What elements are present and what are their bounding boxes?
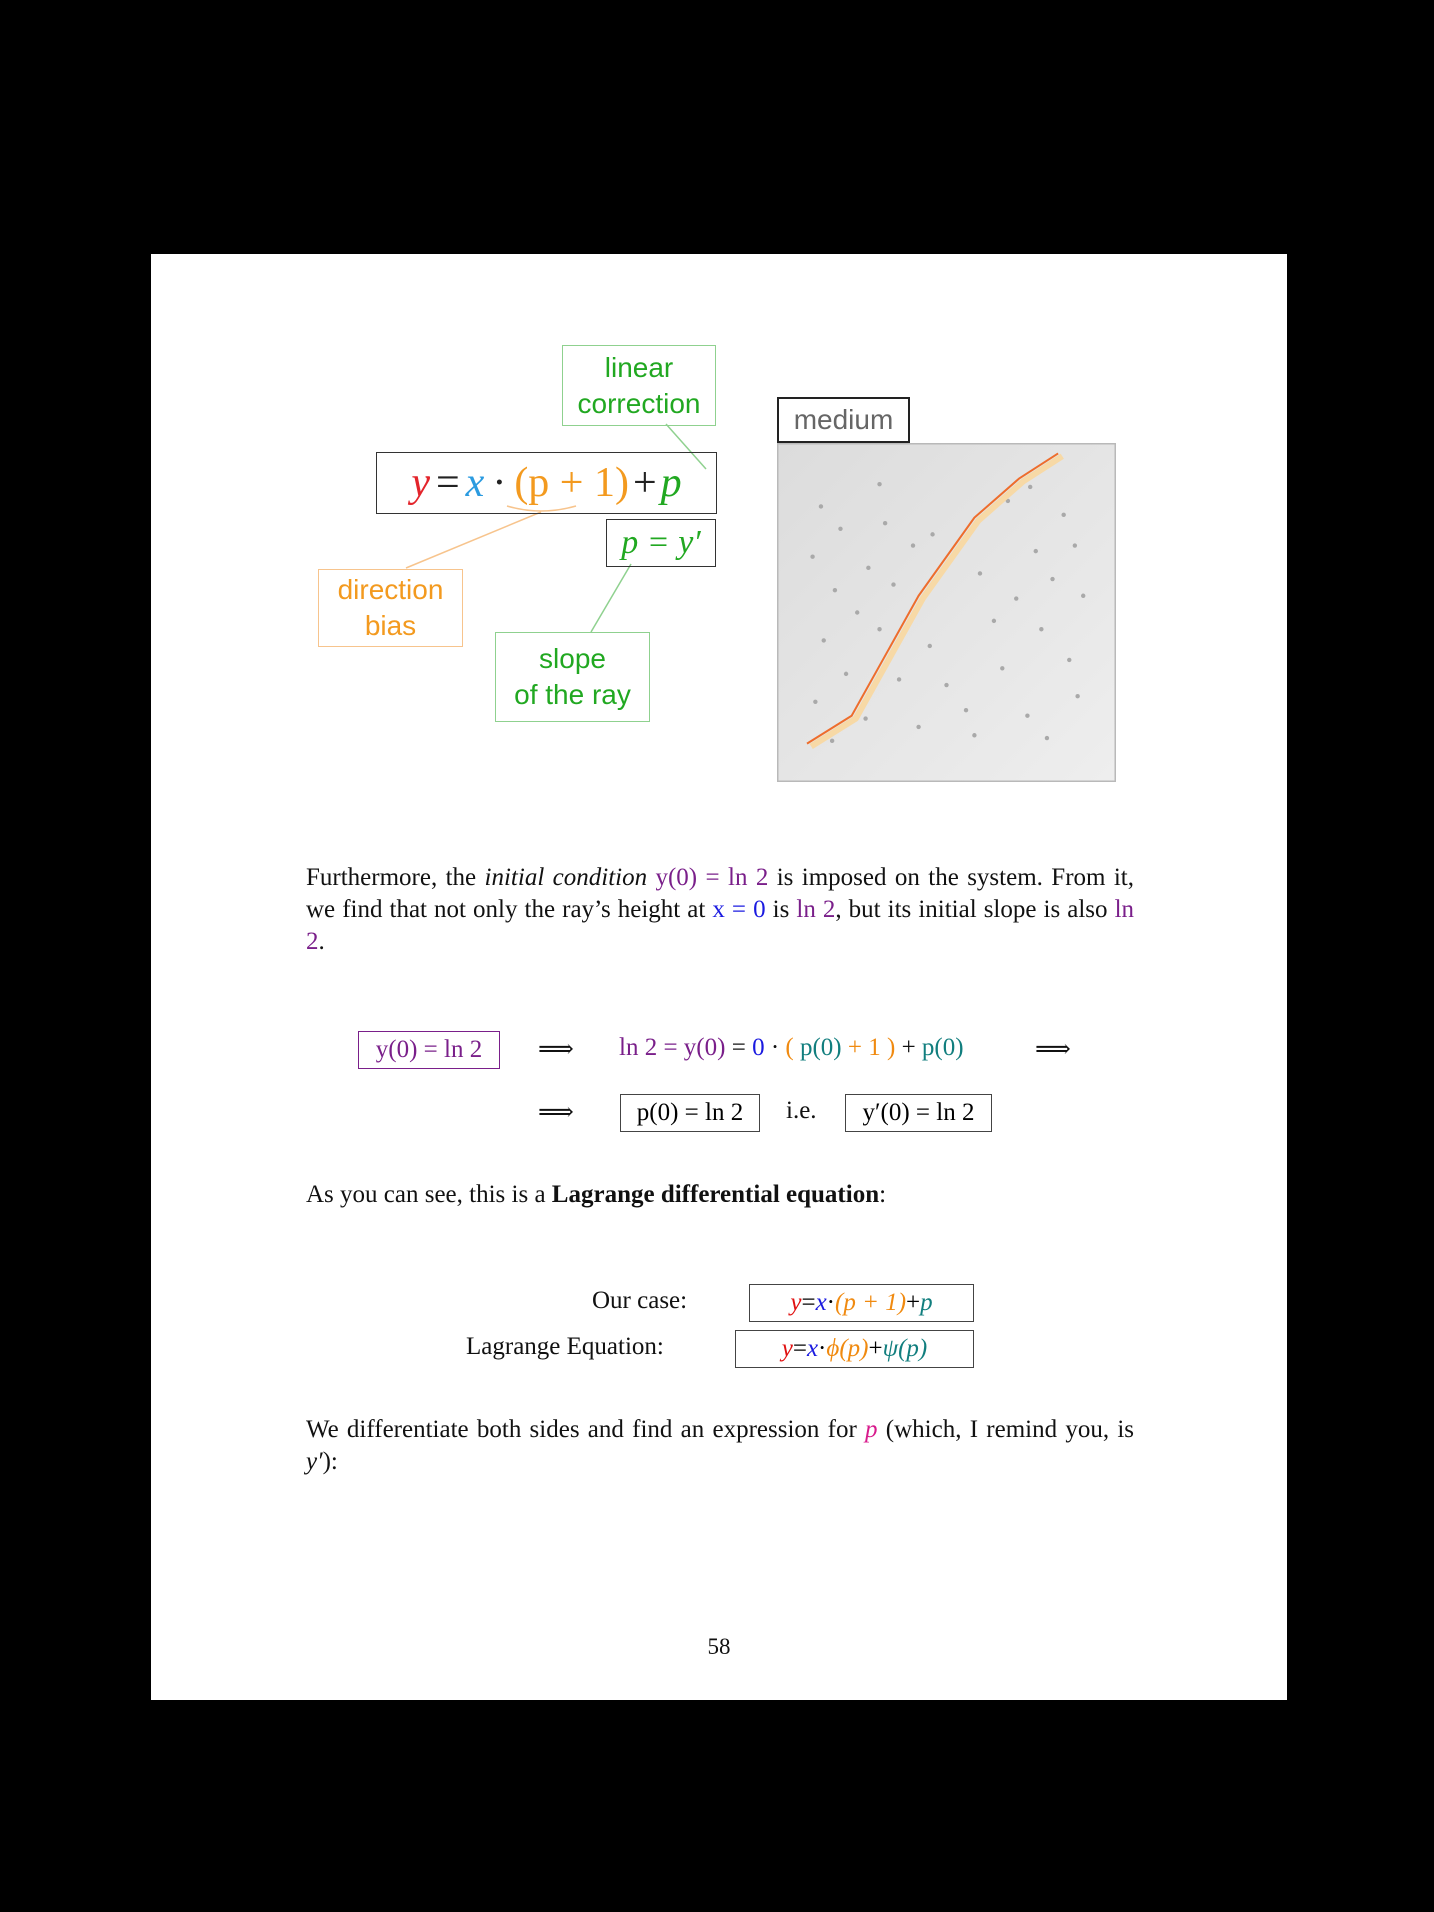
- plot-dot: [897, 677, 901, 681]
- our-case-equation: y = x · (p + 1) + p: [749, 1284, 974, 1322]
- plot-dot: [1000, 666, 1004, 670]
- derivation-row-1: ln 2 = y(0) = 0 · ( p(0) + 1 ) + p(0): [619, 1034, 964, 1061]
- plot-dot: [928, 644, 932, 648]
- plot-dot: [1067, 658, 1071, 662]
- p-equals-y-prime: p = y′: [606, 519, 716, 567]
- paragraph-lagrange: As you can see, this is a Lagrange differential equation:: [306, 1181, 887, 1208]
- plot-dot: [877, 627, 881, 631]
- initial-condition-box: y(0) = ln 2: [358, 1031, 500, 1069]
- main-equation: y = x · (p + 1) + p: [376, 452, 717, 514]
- plot-dot: [964, 708, 968, 712]
- implies-arrow-2: ⟹: [1035, 1036, 1071, 1063]
- direction-bias-label: direction bias: [318, 569, 463, 647]
- plot-dot: [833, 588, 837, 592]
- lagrange-equation-label: Lagrange Equation:: [466, 1333, 664, 1360]
- connector-lines: [151, 254, 1287, 854]
- plot-dot: [944, 683, 948, 687]
- medium-label: medium: [777, 397, 910, 443]
- plot-dot: [838, 527, 842, 531]
- page-number: 58: [707, 1634, 731, 1659]
- plot-dot: [810, 555, 814, 559]
- plot-dot: [883, 521, 887, 525]
- linear-correction-label: linear correction: [562, 345, 716, 426]
- plot-dot: [972, 733, 976, 737]
- plot-dot: [978, 571, 982, 575]
- plot-dot: [891, 582, 895, 586]
- implies-arrow-1: ⟹: [538, 1036, 574, 1063]
- plot-dot: [855, 610, 859, 614]
- paragraph-initial-condition: Furthermore, the initial condition y(0) = ln 2 is imposed on the system. From it, we find that not only the ray’s height at x = 0 is ln 2, but its initial slope is also ln 2.: [306, 864, 1135, 955]
- ie-text: i.e.: [786, 1097, 817, 1124]
- plot-dot: [830, 739, 834, 743]
- plot-dot: [822, 638, 826, 642]
- plot-dot: [1045, 736, 1049, 740]
- plot-dot: [1050, 577, 1054, 581]
- y-prime-initial-box: y′(0) = ln 2: [845, 1094, 992, 1132]
- plot-dot: [1075, 694, 1079, 698]
- plot-dot: [1028, 485, 1032, 489]
- plot-dot: [1039, 627, 1043, 631]
- scatter-plot: [777, 443, 1116, 782]
- plot-dot: [916, 725, 920, 729]
- plot-dot: [930, 532, 934, 536]
- plot-dot: [863, 716, 867, 720]
- plot-dot: [866, 566, 870, 570]
- implies-arrow-3: ⟹: [538, 1099, 574, 1126]
- plot-dot: [1061, 513, 1065, 517]
- slope-of-ray-label: slope of the ray: [495, 632, 650, 722]
- our-case-label: Our case:: [592, 1287, 688, 1314]
- plot-dot: [1034, 549, 1038, 553]
- plot-dot: [877, 482, 881, 486]
- plot-dot: [992, 619, 996, 623]
- plot-dot: [911, 543, 915, 547]
- slope-connector: [591, 564, 631, 632]
- direction-connector: [406, 512, 541, 568]
- plot-dot: [844, 672, 848, 676]
- plot-dot: [1073, 543, 1077, 547]
- plot-dot: [819, 504, 823, 508]
- plot-dot: [1081, 594, 1085, 598]
- paragraph-differentiate: We differentiate both sides and find an expression for p (which, I remind you, is y′):: [306, 1416, 1134, 1475]
- p-initial-box: p(0) = ln 2: [620, 1094, 760, 1132]
- lagrange-equation: y = x · ϕ(p) + ψ(p): [735, 1330, 974, 1368]
- plot-dot: [1025, 714, 1029, 718]
- plot-dot: [813, 700, 817, 704]
- plot-dot: [1014, 596, 1018, 600]
- page: [151, 254, 1287, 1700]
